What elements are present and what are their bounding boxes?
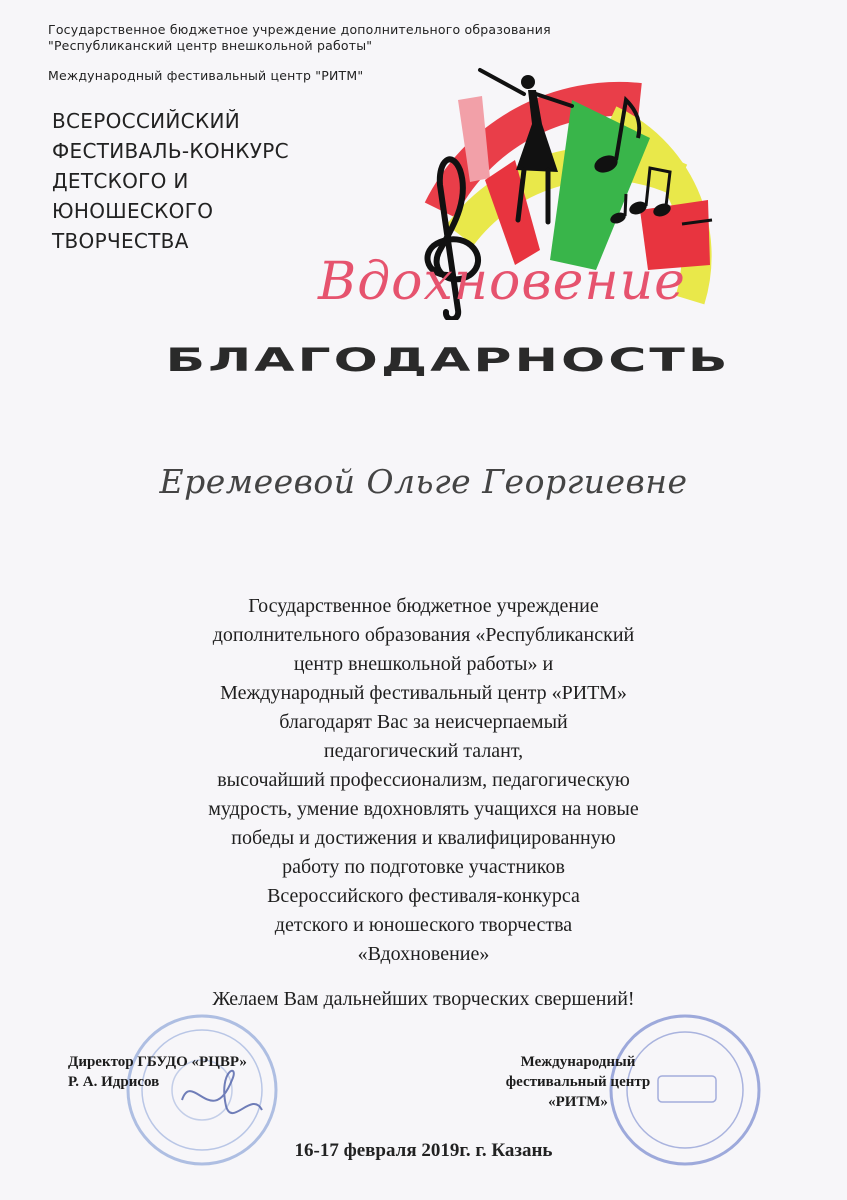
festival-logo-script: Вдохновение	[318, 252, 686, 312]
gratitude-line: Всероссийского фестиваля-конкурса	[267, 885, 580, 907]
festival-title-line: ВСЕРОССИЙСКИЙ	[52, 109, 240, 133]
signature-festival-line: Международный	[520, 1054, 636, 1070]
festival-title-line: ФЕСТИВАЛЬ-КОНКУРС	[52, 139, 289, 163]
festival-title-line: ТВОРЧЕСТВА	[52, 229, 189, 253]
gratitude-line: педагогический талант,	[323, 740, 524, 762]
recipient-name: Еремеевой Ольге Георгиевне	[159, 462, 688, 501]
gratitude-line: «Вдохновение»	[357, 943, 490, 965]
header-organization-line-2: "Республиканский центр внешкольной работы"	[48, 38, 373, 53]
festival-title-line: ЮНОШЕСКОГО	[52, 199, 214, 223]
signature-director-name: Р. А. Идрисов	[68, 1074, 160, 1090]
signature-festival-center	[478, 1052, 678, 1112]
signature-director	[68, 1052, 247, 1092]
gratitude-line: мудрость, умение вдохновлять учащихся на новые	[208, 798, 639, 820]
gratitude-line: высочайший профессионализм, педагогическую	[217, 769, 630, 791]
signature-festival-line: фестивальный центр	[505, 1074, 651, 1090]
header-festival-center: Международный фестивальный центр "РИТМ"	[48, 68, 364, 83]
gratitude-text	[100, 592, 747, 969]
gratitude-line: Международный фестивальный центр «РИТМ»	[220, 682, 627, 704]
document-title: БЛАГОДАРНОСТЬ	[165, 342, 731, 380]
gratitude-line: благодарят Вас за неисчерпаемый	[279, 711, 568, 733]
gratitude-line: центр внешкольной работы» и	[293, 653, 554, 675]
gratitude-line: победы и достижения и квалифицированную	[231, 827, 616, 849]
gratitude-line: детского и юношеского творчества	[274, 914, 573, 936]
closing-wish: Желаем Вам дальнейших творческих свершений!	[212, 988, 635, 1010]
gratitude-line: Государственное бюджетное учреждение	[248, 595, 599, 617]
signature-director-position: Директор ГБУДО «РЦВР»	[68, 1054, 247, 1070]
gratitude-line: работу по подготовке участников	[282, 856, 565, 878]
gratitude-line: дополнительного образования «Республиканский	[212, 624, 635, 646]
signature-festival-line: «РИТМ»	[548, 1094, 608, 1110]
header-organization-line-1: Государственное бюджетное учреждение дополнительного образования	[48, 22, 551, 37]
festival-title-line: ДЕТСКОГО И	[52, 169, 189, 193]
festival-title	[52, 106, 332, 256]
date-and-place: 16-17 февраля 2019г. г. Казань	[294, 1140, 553, 1161]
